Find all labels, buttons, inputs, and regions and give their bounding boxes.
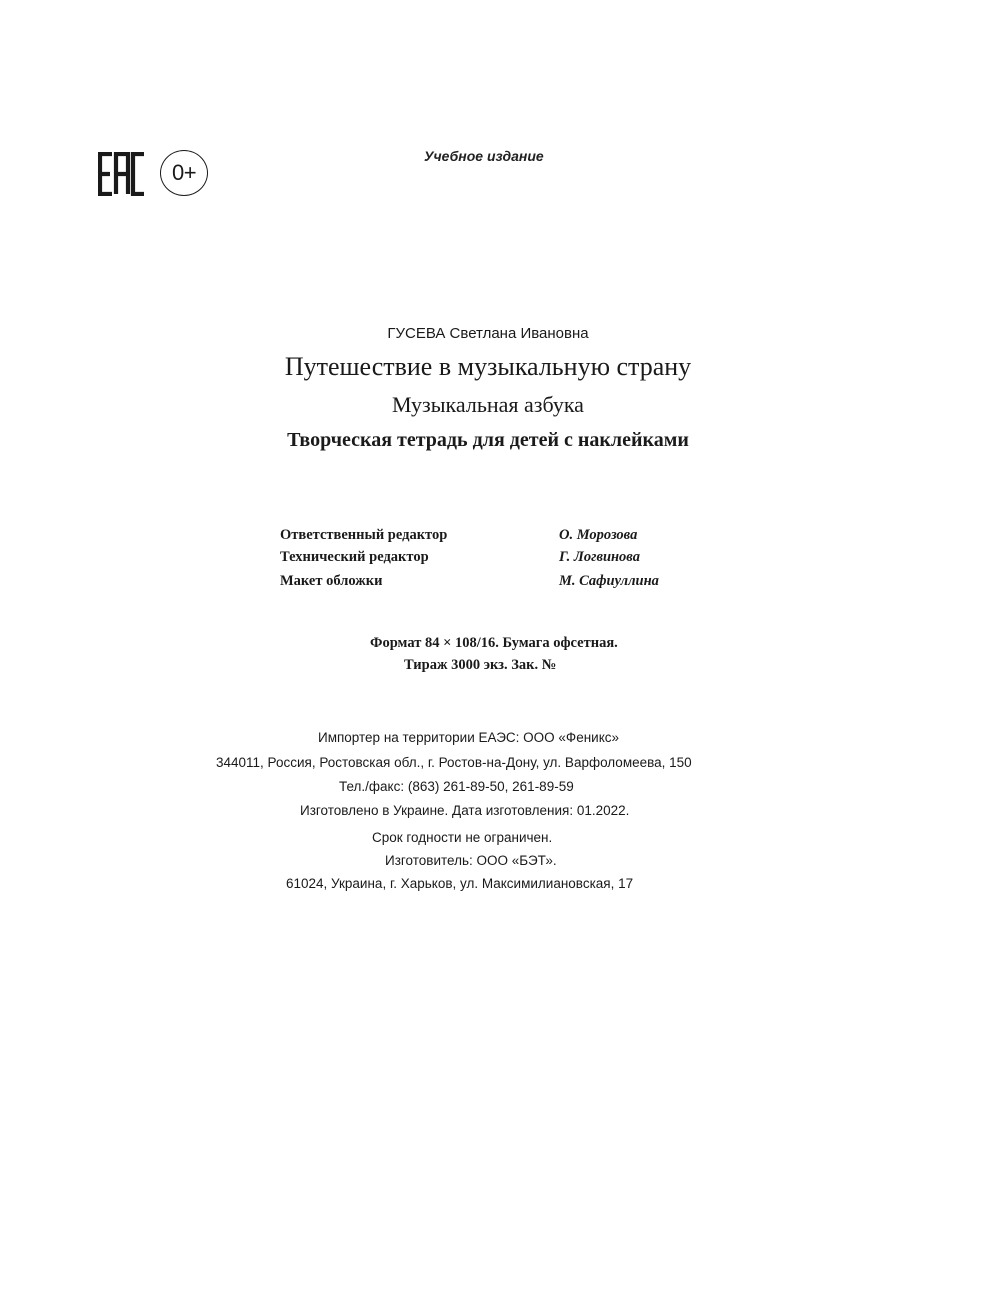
eac-logo <box>98 152 146 196</box>
book-subtitle: Музыкальная азбука <box>392 392 584 417</box>
age-rating-text: 0+ <box>171 160 197 185</box>
credit-role: Ответственный редактор <box>280 527 448 543</box>
imprint-line: Срок годности не ограничен. <box>372 830 553 845</box>
credit-role: Макет обложки <box>280 573 383 589</box>
credit-role: Технический редактор <box>280 549 429 565</box>
edition-type: Учебное издание <box>424 148 544 164</box>
imprint-line: Импортер на территории ЕАЭС: ООО «Феникс» <box>318 730 620 745</box>
credit-name: О. Морозова <box>559 527 638 543</box>
imprint-line: 61024, Украина, г. Харьков, ул. Максимилиановская, 17 <box>286 876 634 891</box>
format-line: Формат 84 × 108/16. Бумага офсетная. <box>370 635 618 651</box>
credit-name: Г. Логвинова <box>559 549 640 565</box>
imprint-line: 344011, Россия, Ростовская обл., г. Ростов-на-Дону, ул. Варфоломеева, 150 <box>216 755 692 770</box>
book-title: Путешествие в музыкальную страну <box>284 352 692 381</box>
imprint-line: Изготовитель: ООО «БЭТ». <box>385 853 557 868</box>
author-name: ГУСЕВА Светлана Ивановна <box>387 325 589 342</box>
imprint-line: Изготовлено в Украине. Дата изготовления: 01.2022. <box>300 803 630 818</box>
age-rating-badge <box>160 150 208 196</box>
print-run-line: Тираж 3000 экз. Зак. № <box>404 657 557 673</box>
imprint-line: Тел./факс: (863) 261-89-50, 261-89-59 <box>339 779 574 794</box>
book-description: Творческая тетрадь для детей с наклейками <box>287 429 689 451</box>
credit-name: М. Сафиуллина <box>559 573 659 589</box>
